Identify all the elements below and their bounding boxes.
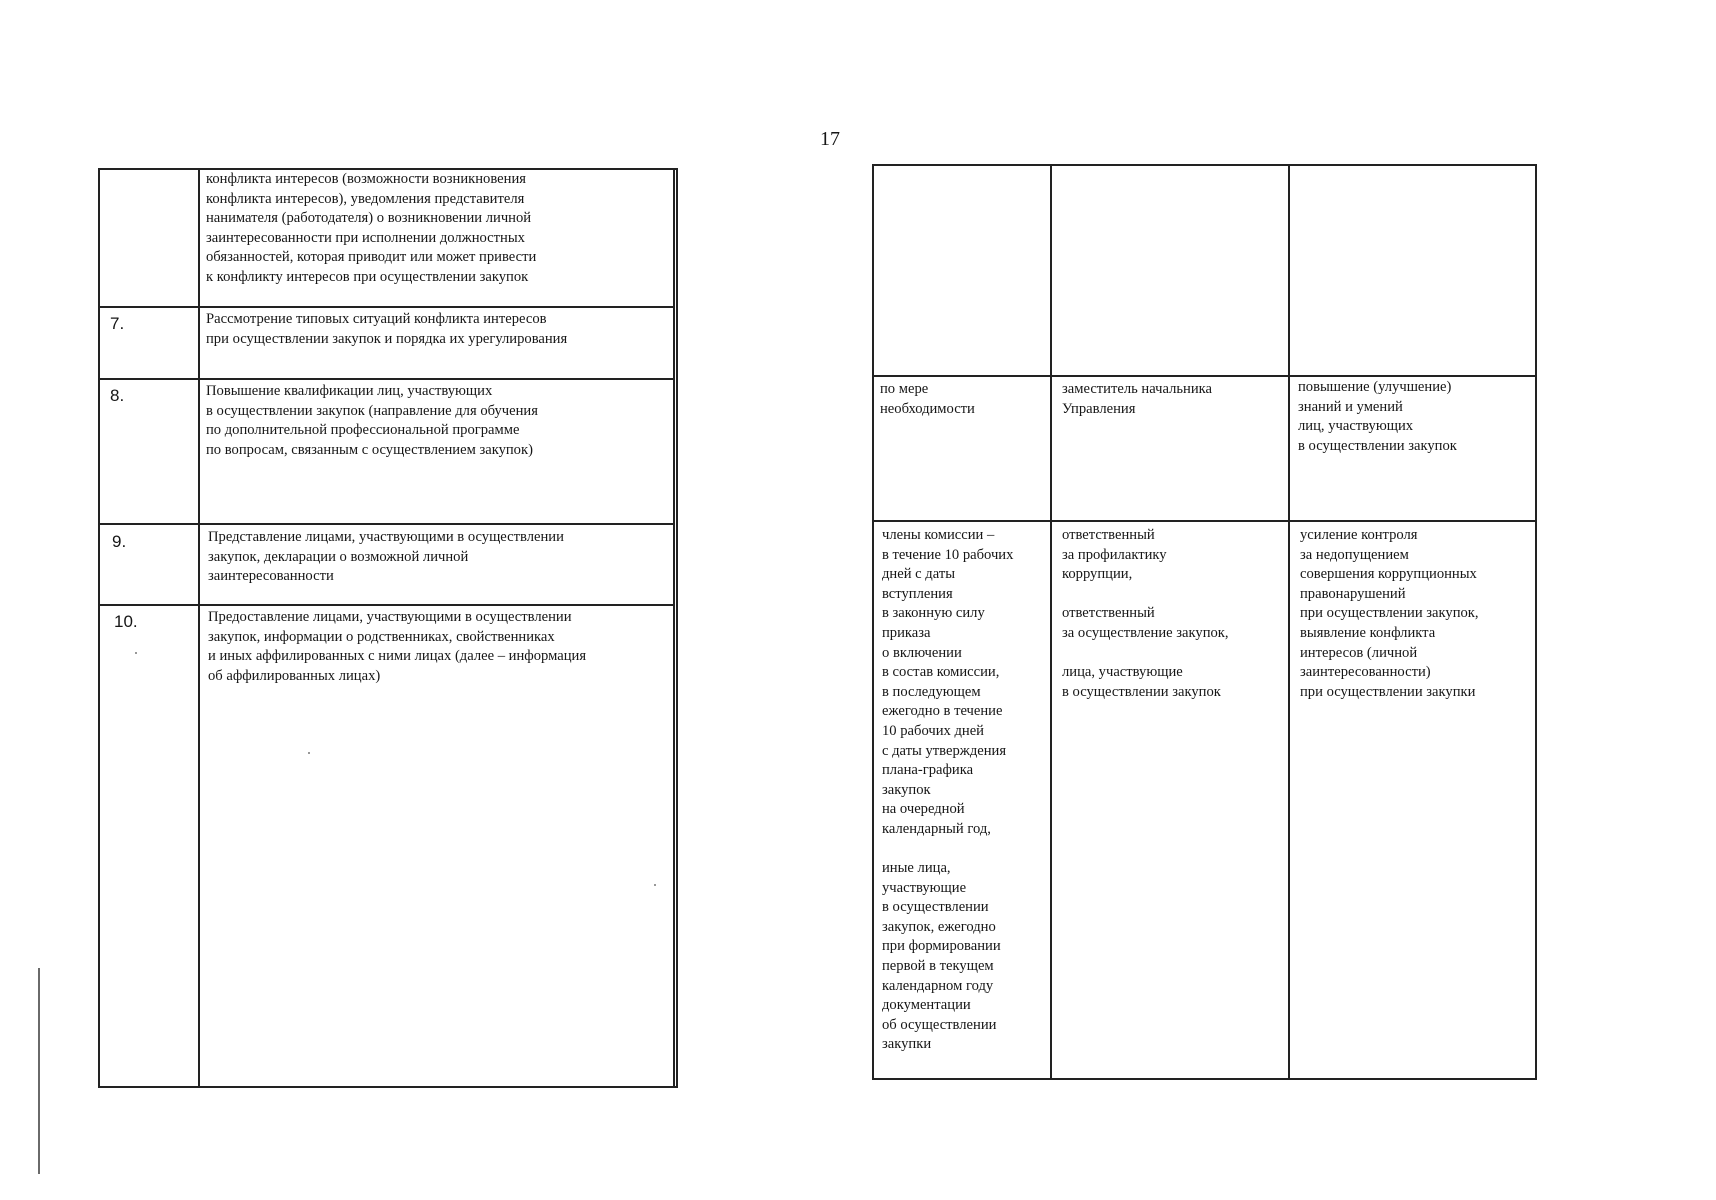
result-text: усиление контроля за недопущением совершения коррупционных правонарушений при осуществлении закупок, выявление конфликта интересов (личной заинтересованности) при осуществлении закупки [1300, 527, 1479, 700]
row-number: 10. [114, 612, 138, 631]
row-number: 8. [110, 386, 125, 405]
measure-text: Рассмотрение типовых ситуаций конфликта интересов при осуществлении закупок и порядка их урегулирования [206, 311, 568, 347]
column-divider-deadline [1050, 164, 1052, 1080]
responsible-text: ответственный за профилактику коррупции, ответственный за осуществление закупок, лица, участвующие в осуществлении закупок [1062, 527, 1229, 700]
row-divider [98, 523, 675, 525]
measure-text: Представление лицами, участвующими в осуществлении закупок, декларации о возможной личной заинтересованности [208, 529, 564, 585]
scan-artifact-line [38, 968, 40, 1174]
deadline-text: члены комиссии – в течение 10 рабочих дней с даты вступления в законную силу приказа о включении в состав комиссии, в последующем ежегодно в течение 10 рабочих дней с даты утверждения плана-графика закупок на очередной календарный год, иные лица, участвующие в осуществлении закупок, ежегодно при формировании первой в текущем календарном году документации об осуществлении закупки [882, 527, 1014, 1053]
measure-text: конфликта интересов (возможности возникновения конфликта интересов), уведомления представителя нанимателя (работодателя) о возникновении личной заинтересованности при исполнении должностных обязанностей, которая приводит или может привести к конфликту интересов при осуществлении закупок [206, 171, 537, 285]
row-divider [872, 375, 1535, 377]
measure-text: Предоставление лицами, участвующими в осуществлении закупок, информации о родственниках, свойственниках и иных аффилированных с ними лицах (далее – информация об аффилированных лицах) [208, 609, 587, 684]
column-divider-responsible [1288, 164, 1290, 1080]
result-text: повышение (улучшение) знаний и умений лиц, участвующих в осуществлении закупок [1298, 379, 1457, 454]
deadline-text: по мере необходимости [880, 381, 975, 417]
row-divider [872, 520, 1535, 522]
page-number: 17 [820, 128, 840, 150]
row-divider [98, 306, 675, 308]
row-number: 9. [112, 532, 127, 551]
measure-text: Повышение квалификации лиц, участвующих в осуществлении закупок (направление для обучения по дополнительной профессиональной программе по вопросам, связанным с осуществлением закупок) [206, 383, 538, 458]
row-divider [98, 378, 675, 380]
row-divider [98, 604, 675, 606]
responsible-text: заместитель начальника Управления [1062, 381, 1212, 417]
row-number: 7. [110, 314, 125, 333]
